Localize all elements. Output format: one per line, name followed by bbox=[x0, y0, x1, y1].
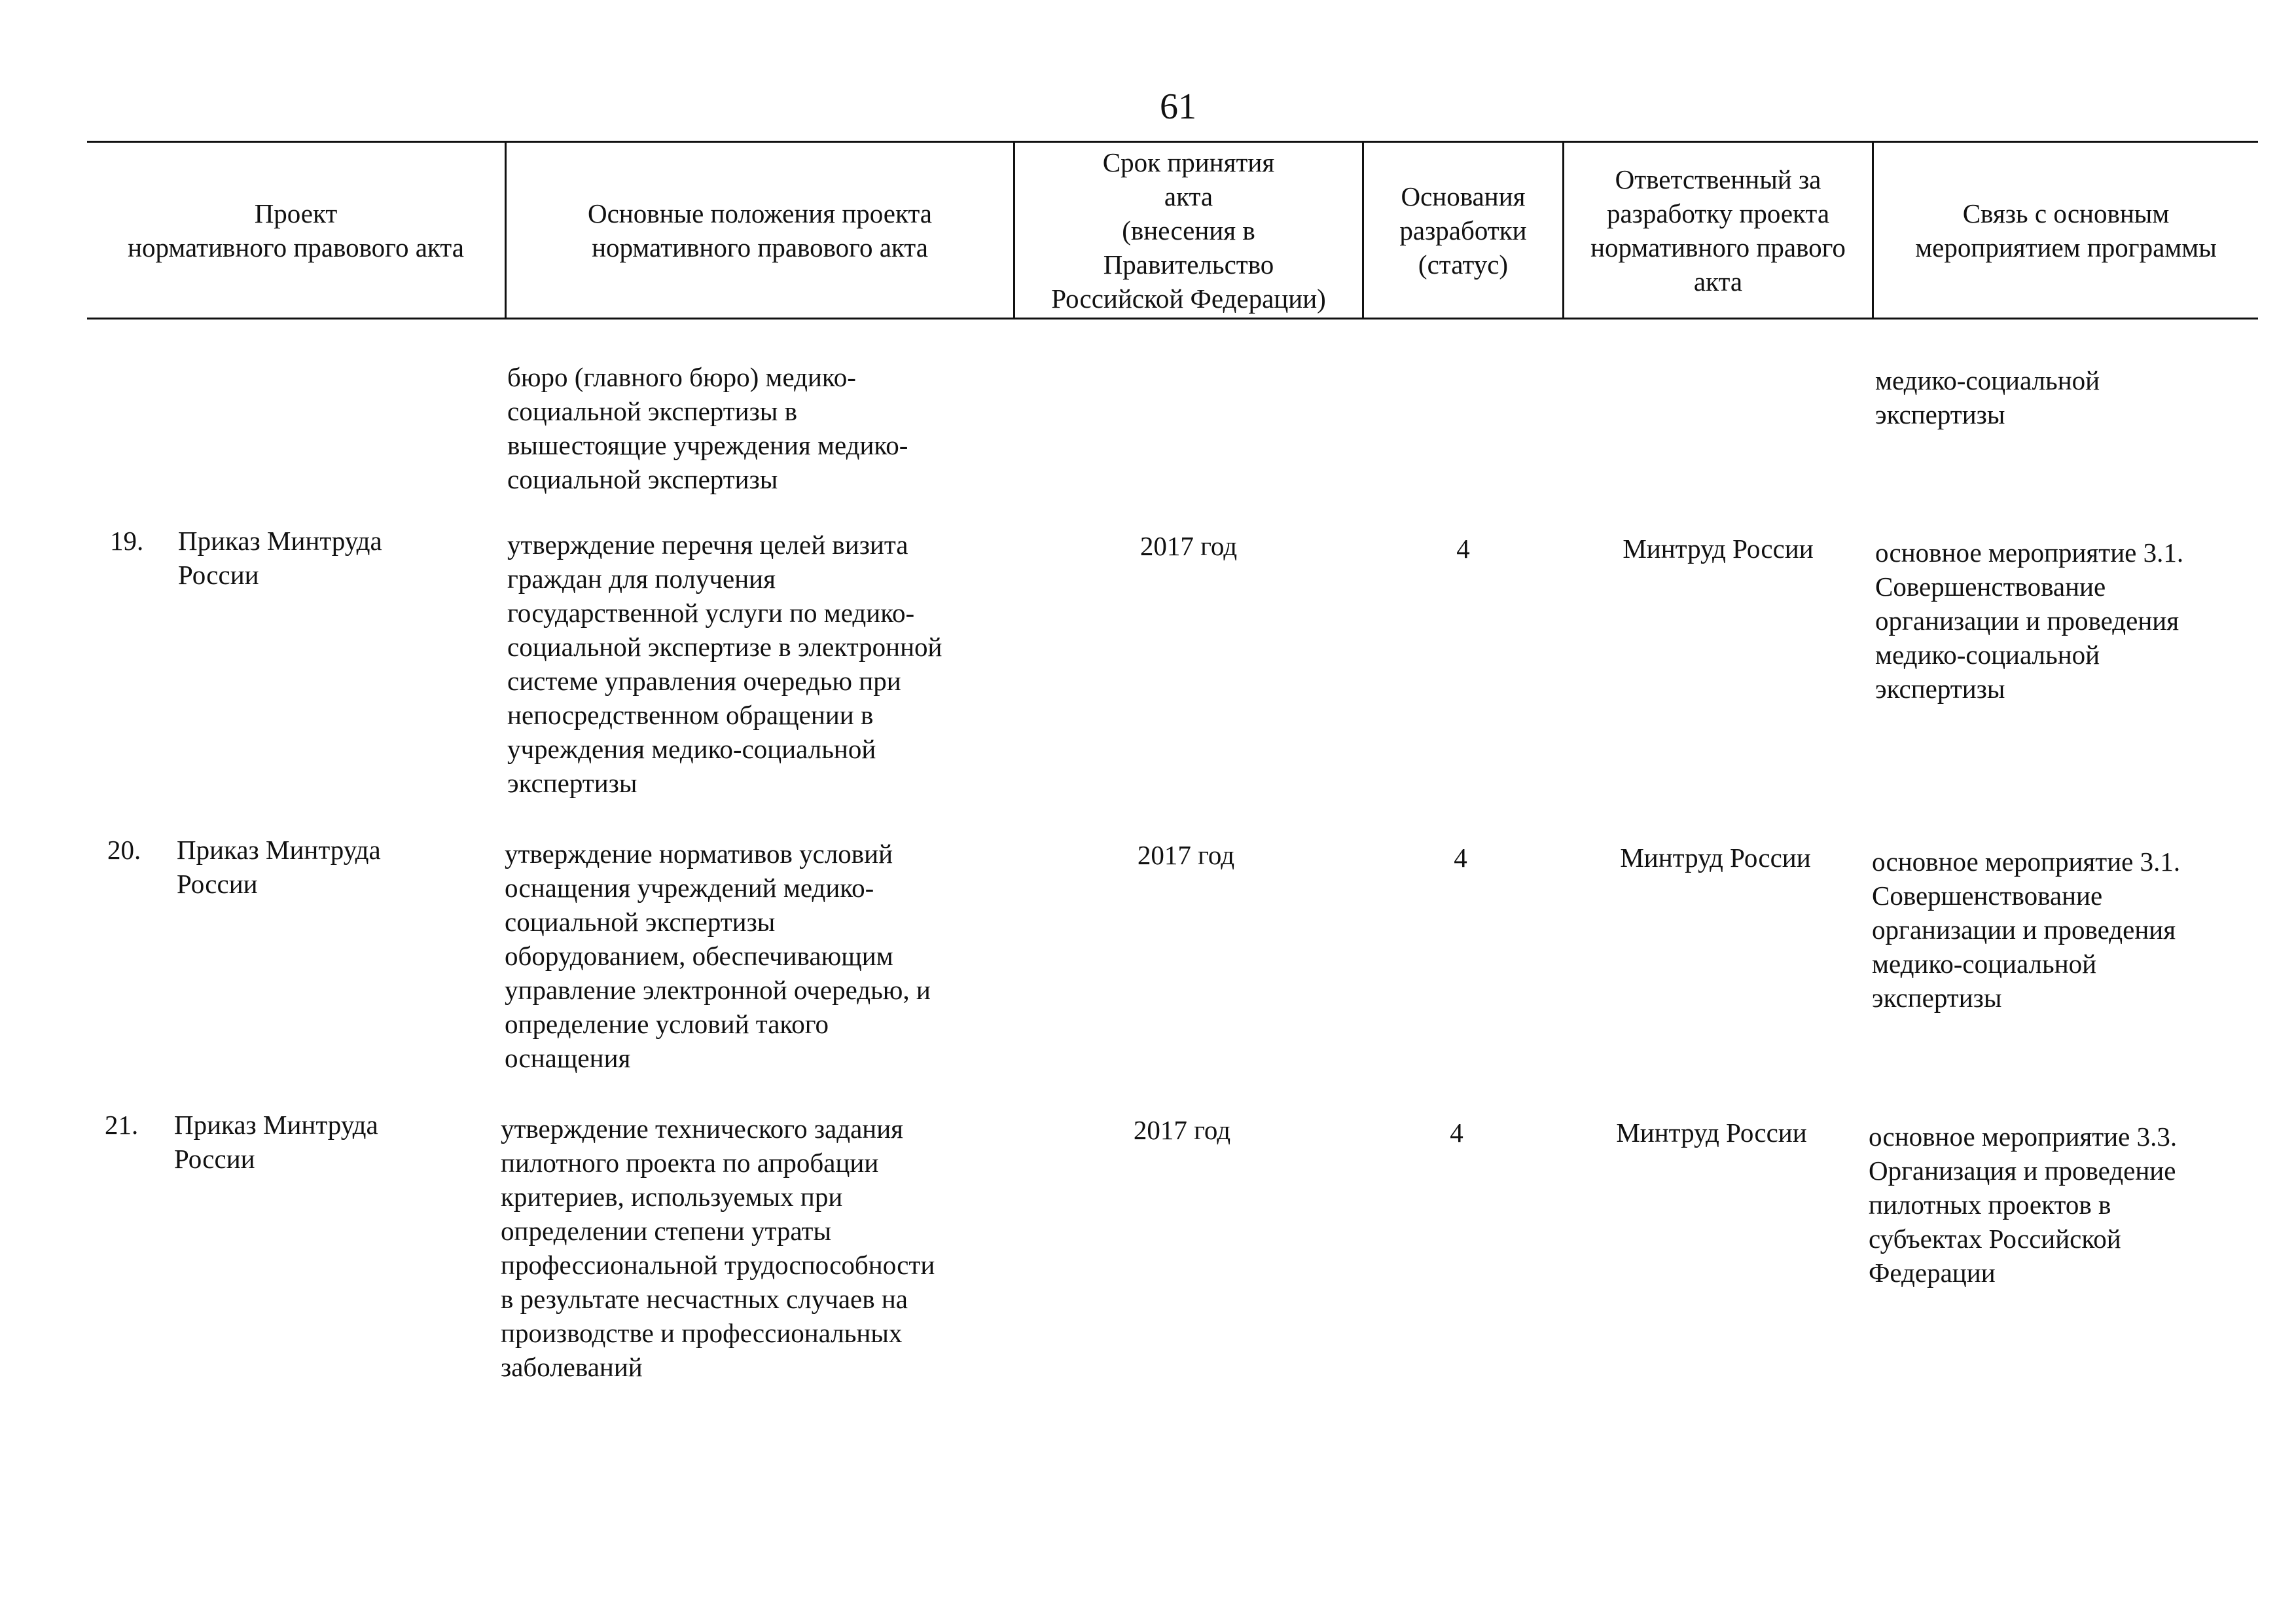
continuation-program-link: медико-социальной экспертизы bbox=[1875, 365, 2100, 429]
header-program-link: Связь с основным мероприятием программы bbox=[1915, 198, 2217, 263]
row-basis: 4 bbox=[1450, 1118, 1463, 1148]
row-provisions: утверждение перечня целей визита граждан для получения государственной услуги по медико- социальной экспертизе в электронной системе управления очередью при непосредственном обращении в учреждения медико-социальной экспертизы bbox=[507, 530, 942, 798]
row-number: 21. bbox=[105, 1110, 139, 1140]
row-basis: 4 bbox=[1456, 534, 1470, 564]
row-responsible: Минтруд России bbox=[1616, 1118, 1807, 1148]
row-provisions: утверждение нормативов условий оснащения учреждений медико- социальной экспертизы оборудованием, обеспечивающим управление электронной очередью, и определение условий такого оснащения bbox=[505, 839, 931, 1073]
row-deadline: 2017 год bbox=[1133, 1115, 1231, 1145]
row-program-link: основное мероприятие 3.3. Организация и проведение пилотных проектов в субъектах Российской Федерации bbox=[1869, 1122, 2178, 1288]
row-responsible: Минтруд России bbox=[1623, 534, 1814, 564]
row-number: 20. bbox=[107, 835, 141, 865]
row-project: Приказ Минтруда России bbox=[177, 835, 381, 899]
row-number: 19. bbox=[110, 526, 144, 556]
continuation-provisions: бюро (главного бюро) медико- социальной экспертизы в вышестоящие учреждения медико- социальной экспертизы bbox=[507, 362, 908, 494]
header-bottom-rule bbox=[87, 318, 2258, 319]
row-basis: 4 bbox=[1454, 843, 1467, 873]
row-deadline: 2017 год bbox=[1139, 531, 1238, 561]
row-project: Приказ Минтруда России bbox=[178, 526, 382, 590]
row-provisions: утверждение технического задания пилотного проекта по апробации критериев, используемых при определении степени утраты профессиональной трудоспособности в результате несчастных случаев на производстве и профессиональных заболеваний bbox=[501, 1114, 935, 1382]
row-responsible: Минтруд России bbox=[1620, 843, 1811, 873]
header-basis: Основания разработки (статус) bbox=[1399, 181, 1527, 280]
row-program-link: основное мероприятие 3.1. Совершенствование организации и проведения медико-социальной экспертизы bbox=[1872, 847, 2181, 1013]
page-number: 61 bbox=[1160, 86, 1196, 127]
row-project: Приказ Минтруда России bbox=[174, 1110, 378, 1174]
row-deadline: 2017 год bbox=[1137, 840, 1235, 870]
header-provisions: Основные положения проекта нормативного правового акта bbox=[588, 198, 932, 263]
header-project: Проект нормативного правового акта bbox=[128, 198, 464, 263]
header-deadline: Срок принятия акта (внесения в Правительство Российской Федерации) bbox=[1051, 147, 1326, 314]
header-responsible: Ответственный за разработку проекта нормативного правого акта bbox=[1590, 164, 1846, 297]
row-program-link: основное мероприятие 3.1. Совершенствование организации и проведения медико-социальной экспертизы bbox=[1875, 538, 2184, 704]
